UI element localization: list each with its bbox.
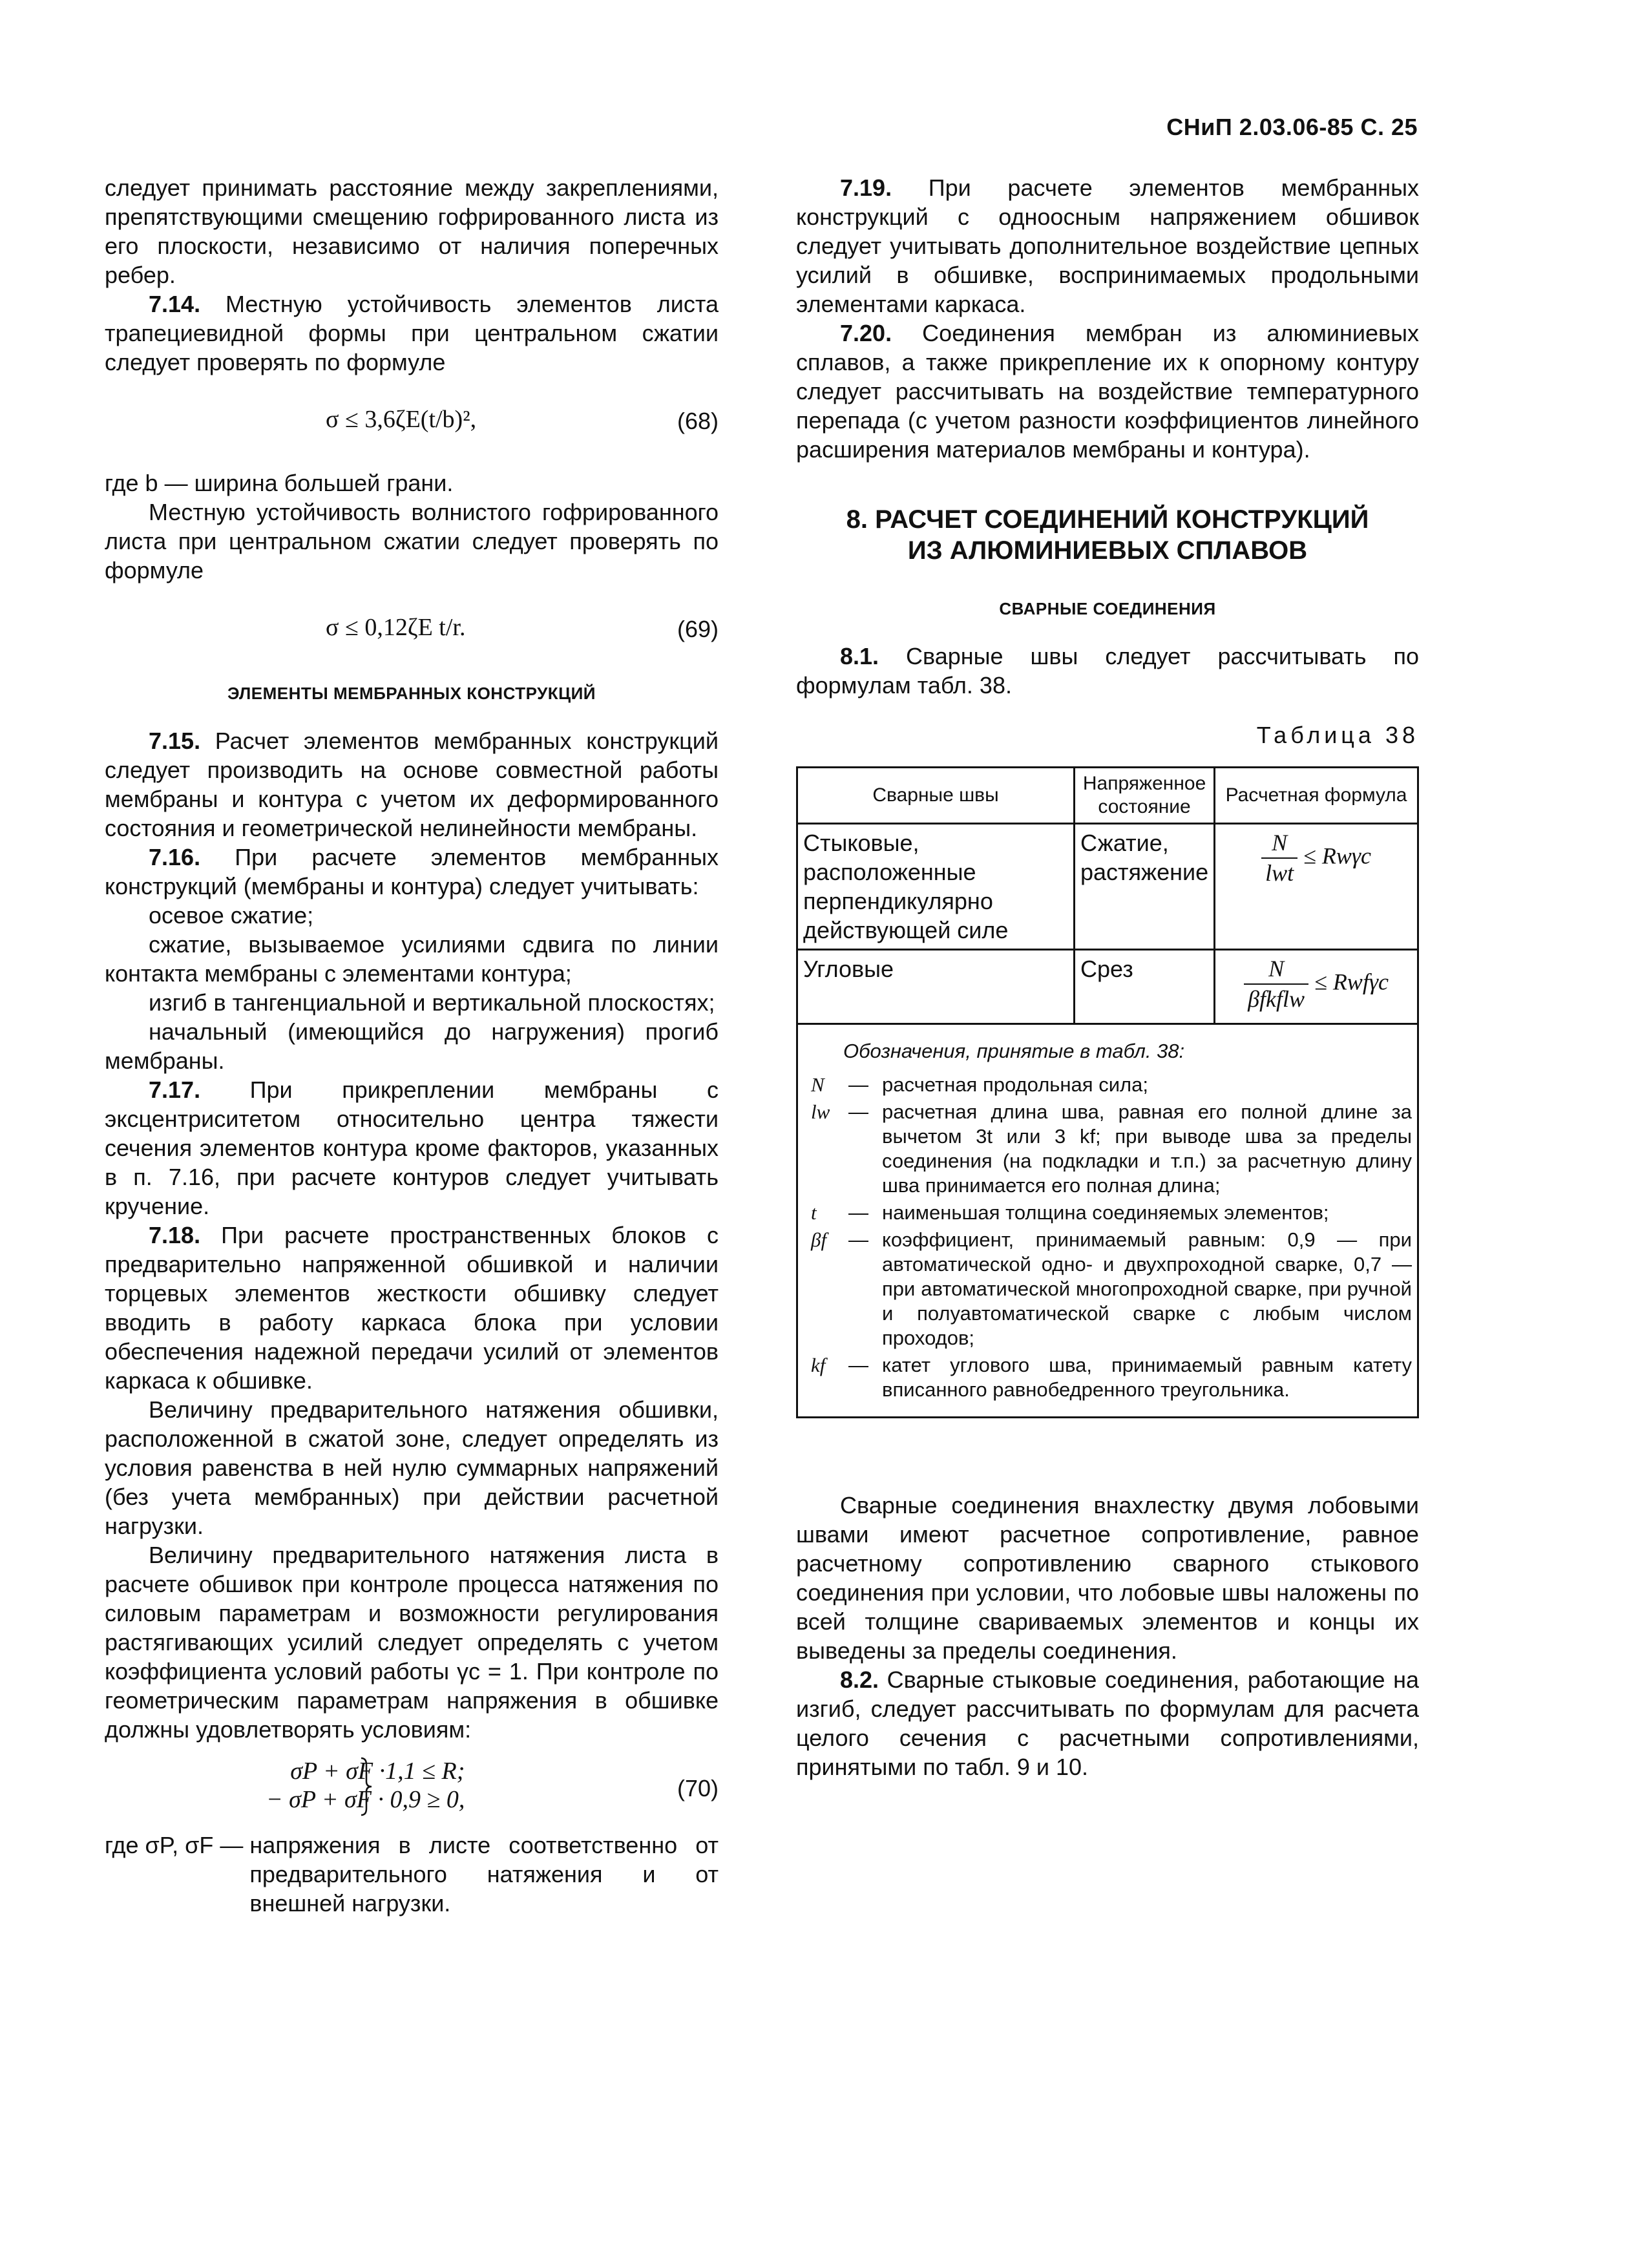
table-notes-row (797, 1024, 1418, 1418)
paragraph-prestress-sheet: Величину предварительного натяжения листа в расчете обшивок при контроле процесса натяжения по силовым параметрам и возможности регулирования растягивающих усилий следует определять с учетом коэффициента условий работы γc = 1. При контроле по геометрическим параметрам напряжения в обшивке должны удовлетворять условиям: (105, 1542, 719, 1743)
paragraph-8-2 (796, 1665, 1419, 1781)
chapter-heading-line: ИЗ АЛЮМИНИЕВЫХ СПЛАВОВ (907, 536, 1308, 565)
note-text: коэффициент, принимаемый равным: 0,9 — при автоматической одно- и двухпроходной сварке, 0,7 — при автоматической многопроходной сварке, при ручной и полуавтоматической сварке с любым числом проходов; (882, 1228, 1412, 1349)
paragraph-where-b: где b — ширина большей грани. (105, 470, 454, 496)
table-cell: Угловые (797, 950, 1075, 1024)
table-header-row (797, 768, 1418, 824)
clause-text: Соединения мембран из алюминиевых сплавов, а также прикрепление их к опорному контуру следует рассчитывать на воздействие температурного перепада (с учетом разности коэффициентов линейного расширения материалов мембраны и контура). (796, 320, 1419, 463)
paragraph-7-15 (105, 726, 719, 843)
formula-line: − σP + σF · 0,9 ≥ 0, (266, 1786, 465, 1813)
where-text: напряжения в листе соответственно от предварительного натяжения и от внешней нагрузки. (249, 1832, 719, 1916)
formula-number: (69) (677, 616, 719, 642)
formula-rhs: ≤ Rwfγc (1314, 969, 1389, 995)
clause-text: Местную устойчивость элементов листа трапециевидной формы при центральном сжатии следует проверять по формуле (105, 291, 719, 375)
where-symbol: где σP, σF — (105, 1832, 244, 1858)
formula-69 (105, 598, 719, 665)
paragraph-overlap-joints: Сварные соединения внахлестку двумя лобовыми швами имеют расчетное сопротивление, равное расчетному сопротивлению сварного стыкового соединения при условии, что лобовые швы наложены по всей толщине свариваемых элементов и концы их выведены за пределы соединения. (796, 1492, 1419, 1664)
clause-number: 7.20. (840, 320, 892, 346)
clause-text: Сварные стыковые соединения, работающие на изгиб, следует рассчитывать по формулам для расчета целого сечения с расчетными сопротивлениями, принятыми по табл. 9 и 10. (796, 1666, 1419, 1780)
formula-expression: σ ≤ 0,12ζE t/r. (326, 614, 466, 641)
note-item (811, 1201, 1412, 1225)
paragraph-prestress-compressed: Величину предварительного натяжения обшивки, расположенной в сжатой зоне, следует определять из условия равенства в ней нулю суммарных напряжений (без учета мембранных) при действии расчетной нагрузки. (105, 1396, 719, 1539)
clause-number: 8.1. (840, 643, 879, 669)
paragraph-intro: следует принимать расстояние между закреплениями, препятствующими смещению гофрированного листа из его плоскости, независимо от наличия поперечных ребер. (105, 174, 719, 288)
formula-number: (70) (677, 1775, 719, 1801)
note-text: расчетная продольная сила; (882, 1073, 1148, 1096)
notes-title: Обозначения, принятые в табл. 38: (843, 1040, 1185, 1062)
note-symbol: kf (811, 1354, 826, 1376)
paragraph-7-19 (796, 173, 1419, 319)
table-cell: Стыковые, расположенные перпендикулярно действующей силе (797, 824, 1075, 950)
formula-expression: σ ≤ 3,6ζE(t/b)², (326, 406, 477, 433)
list-item: изгиб в тангенциальной и вертикальной плоскостях; (149, 989, 715, 1016)
note-symbol: lw (811, 1100, 830, 1123)
formula-70 (105, 1757, 719, 1819)
note-dash: — (848, 1201, 868, 1224)
paragraph-7-18 (105, 1221, 719, 1395)
list-item: осевое сжатие; (149, 902, 314, 929)
clause-text: При расчете элементов мембранных конструкций (мембраны и контура) следует учитывать: (105, 844, 719, 899)
note-dash: — (848, 1073, 868, 1096)
paragraph-8-1 (796, 642, 1419, 700)
clause-text: Расчет элементов мембранных конструкций следует производить на основе совместной работы мембраны и контура с учетом их деформированного состояния и геометрической нелинейности мембраны. (105, 728, 719, 841)
note-item (811, 1100, 1412, 1198)
clause-text: При расчете элементов мембранных конструкций с одноосным напряжением обшивок следует учитывать дополнительное воздействие цепных усилий в обшивке, воспринимаемых продольными элементами каркаса. (796, 174, 1419, 317)
formula-line: σP + σF ·1,1 ≤ R; (290, 1758, 465, 1785)
clause-number: 7.17. (149, 1076, 201, 1103)
column-header: Сварные швы (797, 768, 1075, 824)
note-dash: — (848, 1228, 868, 1251)
clause-number: 7.14. (149, 291, 201, 317)
numerator: N (1244, 954, 1308, 985)
section-heading-welded: СВАРНЫЕ СОЕДИНЕНИЯ (999, 599, 1216, 618)
curly-brace-icon (360, 1757, 373, 1816)
clause-number: 7.15. (149, 728, 201, 754)
where-clause-70 (105, 1831, 719, 1918)
paragraph-7-20 (796, 319, 1419, 464)
list-item: сжатие, вызываемое усилиями сдвига по линии контакта мембраны с элементами контура; (105, 931, 719, 987)
fraction (1261, 828, 1297, 888)
formula-cell (1215, 950, 1418, 1024)
note-item (811, 1228, 1412, 1350)
note-text: расчетная длина шва, равная его полной длине за вычетом 3t или 3 kf; при выводе шва за пределы соединения (на подкладки и т.п.) за расчетную длину шва принимается его полная длина; (882, 1100, 1412, 1197)
section-heading-membrane: ЭЛЕМЕНТЫ МЕМБРАННЫХ КОНСТРУКЦИЙ (227, 684, 596, 703)
left-column (105, 173, 719, 1918)
column-header: Напряженное состояние (1075, 768, 1215, 824)
note-item (811, 1353, 1412, 1402)
clause-number: 7.16. (149, 844, 201, 870)
note-dash: — (848, 1100, 868, 1123)
paragraph-wave-sheet: Местную устойчивость волнистого гофрированного листа при центральном сжатии следует проверять по формуле (105, 499, 719, 583)
right-column (796, 173, 1419, 1781)
clause-text: При прикреплении мембраны с эксцентриситетом относительно центра тяжести сечения элементов контура кроме факторов, указанных в п. 7.16, при расчете контуров следует учитывать кручение. (105, 1076, 719, 1219)
table-row (797, 824, 1418, 950)
clause-number: 7.18. (149, 1222, 201, 1248)
table-notes (797, 1024, 1418, 1418)
column-header: Расчетная формула (1215, 768, 1418, 824)
clause-number: 8.2. (840, 1666, 879, 1693)
denominator: βfkflw (1248, 986, 1305, 1012)
note-symbol: βf (811, 1228, 827, 1251)
note-symbol: N (811, 1073, 824, 1096)
paragraph-7-14 (105, 289, 719, 377)
list-item: начальный (имеющийся до нагружения) прогиб мембраны. (105, 1018, 719, 1074)
note-symbol: t (811, 1201, 817, 1224)
table-row (797, 950, 1418, 1024)
page-header: СНиП 2.03.06-85 С. 25 (1166, 114, 1418, 140)
table-38 (796, 766, 1419, 1418)
formula-number: (68) (677, 408, 719, 434)
table-cell: Срез (1075, 950, 1215, 1024)
note-dash: — (848, 1354, 868, 1376)
clause-number: 7.19. (840, 174, 892, 201)
note-text: катет углового шва, принимаемый равным катету вписанного равнобедренного треугольника. (882, 1354, 1412, 1401)
note-text: наименьшая толщина соединяемых элементов; (882, 1201, 1329, 1224)
clause-text: При расчете пространственных блоков с предварительно напряженной обшивкой и наличии торцевых элементов жесткости обшивку следует вводить в работу каркаса блока при условии обеспечения надежной передачи усилий от элементов каркаса к обшивке. (105, 1222, 719, 1394)
paragraph-7-16 (105, 843, 719, 901)
denominator: lwt (1265, 860, 1294, 886)
paragraph-7-17 (105, 1075, 719, 1221)
formula-68 (105, 390, 719, 457)
formula-cell (1215, 824, 1418, 950)
table-title: Таблица 38 (1256, 722, 1419, 748)
table-cell: Сжатие, растяжение (1075, 824, 1215, 950)
note-item (811, 1073, 1412, 1097)
formula-rhs: ≤ Rwγc (1303, 843, 1372, 869)
numerator: N (1261, 828, 1297, 859)
chapter-heading-8 (796, 504, 1419, 566)
clause-text: Сварные швы следует рассчитывать по формулам табл. 38. (796, 643, 1419, 698)
chapter-heading-line: 8. РАСЧЕТ СОЕДИНЕНИЙ КОНСТРУКЦИЙ (846, 505, 1369, 534)
fraction (1244, 954, 1308, 1014)
